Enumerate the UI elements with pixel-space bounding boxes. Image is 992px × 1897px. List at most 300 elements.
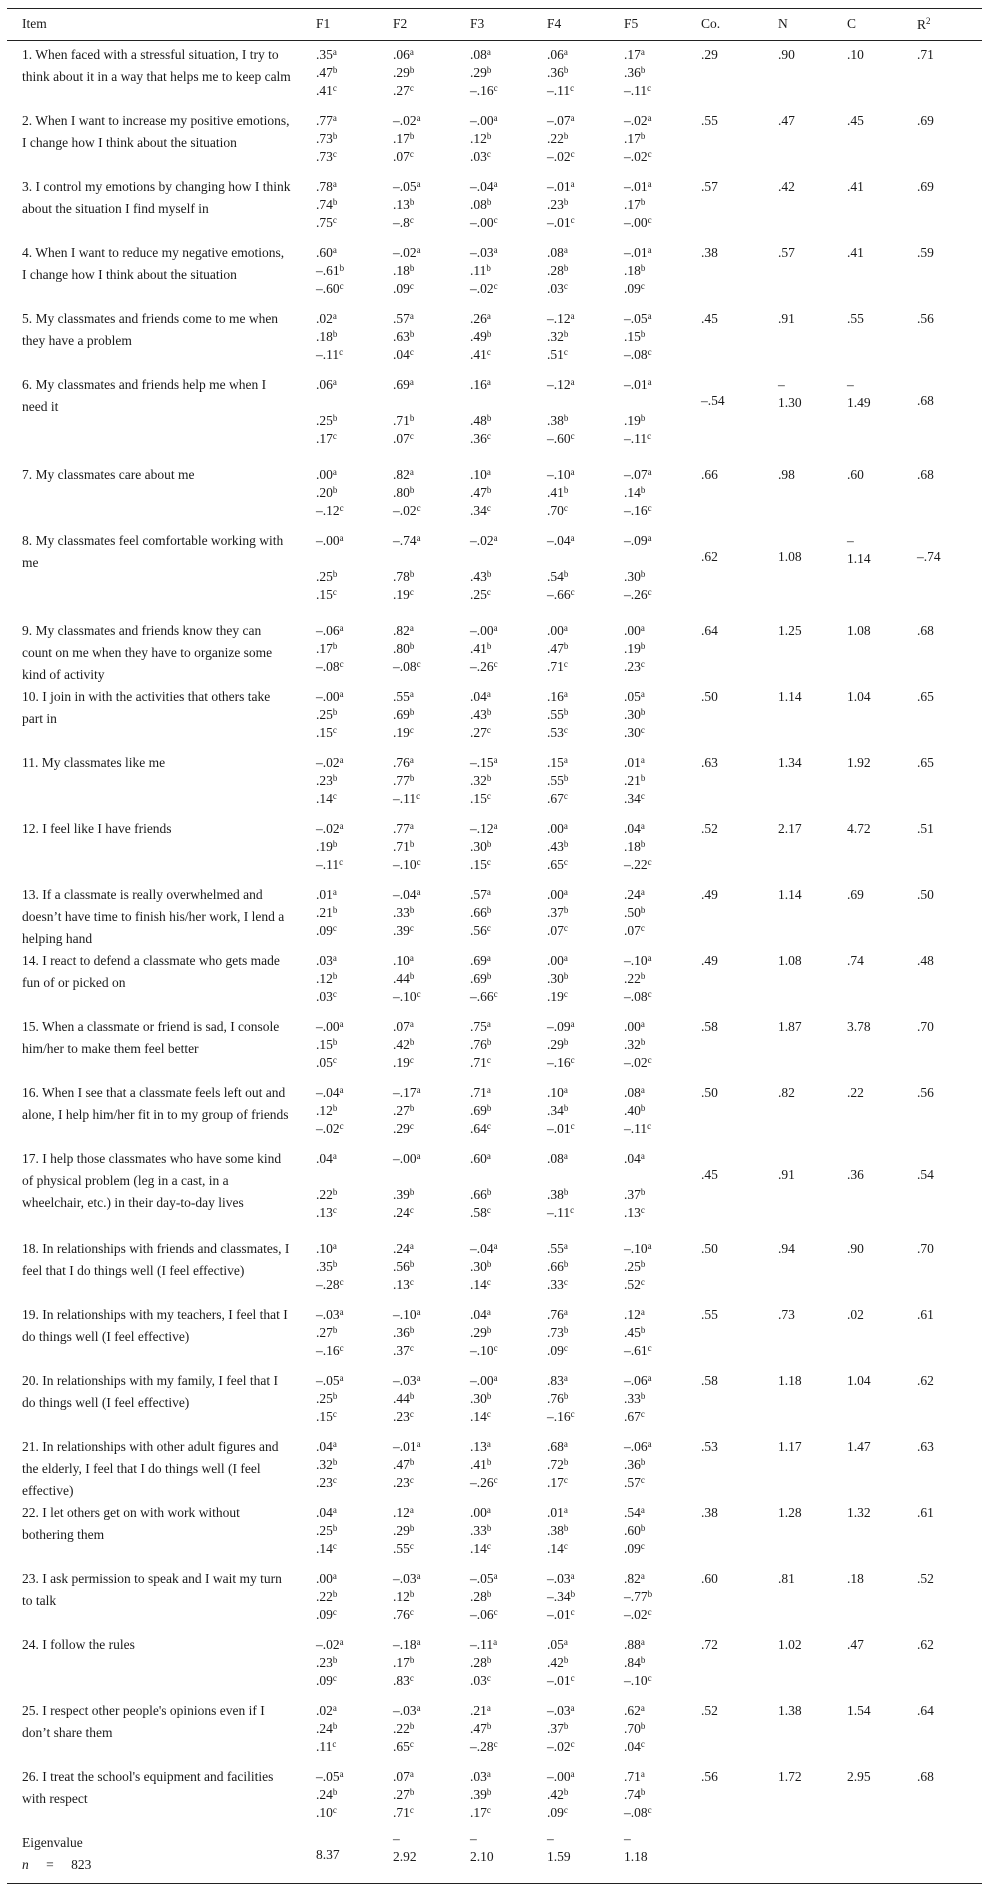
loading-value: –.00	[393, 1151, 417, 1166]
loading-value: .25	[316, 1523, 333, 1538]
loading-f5-a	[624, 1084, 645, 1102]
loading-superscript: b	[640, 1523, 646, 1533]
loading-superscript: a	[493, 623, 498, 633]
loading-value: .22	[316, 1187, 333, 1202]
loading-superscript: a	[416, 1085, 421, 1095]
c-stat-value: .90	[847, 1241, 864, 1256]
loading-value: .47	[316, 65, 333, 80]
loading-value: .57	[470, 887, 487, 902]
loading-value: –.02	[624, 149, 648, 164]
loading-value: –.28	[470, 1739, 494, 1754]
loading-superscript: c	[416, 503, 421, 513]
eigenvalue-number: 1.59	[547, 1849, 571, 1865]
loading-value: .36	[470, 431, 487, 446]
loading-value: .54	[547, 569, 564, 584]
loading-value: .15	[316, 1037, 333, 1052]
c-stat-value: .69	[847, 887, 864, 902]
loading-superscript: b	[563, 1325, 569, 1335]
loading-value: .17	[316, 431, 333, 446]
loading-f3-a	[470, 1702, 491, 1720]
loading-value: –.10	[393, 989, 417, 1004]
loading-value: .27	[393, 1787, 410, 1802]
loading-superscript: b	[332, 197, 338, 207]
loading-superscript: a	[570, 377, 575, 387]
c-stat-value: .41	[847, 245, 864, 260]
loading-f5-b	[624, 328, 645, 346]
r-squared-value: .48	[917, 953, 934, 968]
loading-value: .43	[547, 839, 564, 854]
loading-f5-b	[624, 1654, 645, 1672]
n-stat-value: .81	[778, 1571, 795, 1586]
loading-superscript: b	[486, 413, 492, 423]
loading-value: .19	[547, 989, 564, 1004]
loading-superscript: c	[570, 83, 575, 93]
loading-value: .12	[393, 1505, 410, 1520]
loading-f5-b	[624, 568, 645, 586]
loading-f3-b	[470, 706, 491, 724]
loading-superscript: a	[339, 1373, 344, 1383]
loading-value: .03	[316, 953, 333, 968]
loading-f1-b	[316, 1654, 337, 1672]
loading-superscript: b	[332, 131, 338, 141]
loading-superscript: b	[409, 263, 415, 273]
loading-superscript: c	[416, 659, 421, 669]
loading-f5-b	[624, 1186, 645, 1204]
loading-f3-a	[470, 1636, 497, 1654]
loading-value: .04	[316, 1505, 333, 1520]
loading-value: .43	[470, 569, 487, 584]
loading-value: .00	[470, 1505, 487, 1520]
loading-superscript: a	[409, 1241, 414, 1251]
loading-superscript: b	[486, 1523, 492, 1533]
loading-value: –.01	[624, 245, 648, 260]
loading-value: .22	[624, 971, 641, 986]
loading-superscript: c	[486, 923, 491, 933]
loading-f3-b	[470, 1036, 491, 1054]
loading-f2-a	[393, 1306, 421, 1324]
loading-superscript: c	[640, 1277, 645, 1287]
loading-value: .74	[624, 1787, 641, 1802]
loading-value: –.02	[316, 755, 340, 770]
loading-value: .05	[547, 1637, 564, 1652]
loading-superscript: a	[339, 623, 344, 633]
loading-value: .77	[393, 773, 410, 788]
loading-value: –.04	[547, 533, 571, 548]
loading-superscript: a	[493, 1241, 498, 1251]
loading-value: –.09	[547, 1019, 571, 1034]
loading-value: .16	[547, 689, 564, 704]
loading-value: –.05	[393, 179, 417, 194]
communality-value: .49	[701, 953, 718, 968]
loading-f5-b	[624, 838, 645, 856]
loading-superscript: a	[640, 1769, 645, 1779]
item-text: 21. In relationships with other adult figures and the elderly, I feel that I do things well (I feel effective)	[22, 1439, 279, 1498]
table-row	[0, 374, 992, 464]
loading-superscript: c	[332, 431, 337, 441]
loading-value: .19	[393, 587, 410, 602]
loading-superscript: b	[563, 1721, 569, 1731]
loading-f1-c	[316, 82, 337, 100]
loading-f2-b	[393, 328, 414, 346]
r-squared-value: –.74	[917, 549, 941, 564]
loading-value: –.60	[316, 281, 340, 296]
loading-value: .21	[624, 773, 641, 788]
r-squared-value: .56	[917, 1085, 934, 1100]
loading-value: –.10	[624, 1673, 648, 1688]
c-stat-value: 1.08	[847, 623, 871, 638]
loading-superscript: a	[339, 1019, 344, 1029]
communality-value: .57	[701, 179, 718, 194]
header-label: F4	[547, 16, 562, 31]
loading-f1-a	[316, 1438, 337, 1456]
loading-f5-b	[624, 970, 645, 988]
loading-superscript: a	[486, 47, 491, 57]
loading-f3-b	[470, 970, 491, 988]
loading-f3-b	[470, 328, 491, 346]
loading-f4-c	[547, 1120, 575, 1138]
loading-f2-b	[393, 196, 414, 214]
loading-value: –.03	[547, 1571, 571, 1586]
loading-value: .55	[393, 689, 410, 704]
loading-value: .16	[470, 377, 487, 392]
loading-superscript: b	[563, 971, 569, 981]
loading-f4-b	[547, 196, 568, 214]
loading-value: –.08	[624, 989, 648, 1004]
loading-value: .07	[393, 1769, 410, 1784]
n-stat-value: .94	[778, 1241, 795, 1256]
communality-value: .64	[701, 623, 718, 638]
loading-value: –.01	[624, 377, 648, 392]
loading-f1-b	[316, 1324, 337, 1342]
c-stat-value: 4.72	[847, 821, 871, 836]
loading-value: –.07	[624, 467, 648, 482]
communality-value: .66	[701, 467, 718, 482]
loading-value: –.11	[470, 1637, 494, 1652]
header-r-superscript: 2	[926, 16, 931, 26]
loading-superscript: c	[486, 587, 491, 597]
loading-f5-a	[624, 952, 652, 970]
loading-superscript: c	[493, 83, 498, 93]
loading-f3-c	[470, 280, 498, 298]
loading-superscript: a	[563, 689, 568, 699]
table-row	[0, 110, 992, 176]
loading-value: –.03	[547, 1703, 571, 1718]
header-r	[917, 16, 931, 33]
loading-value: –.11	[393, 791, 417, 806]
loading-f1-b	[316, 130, 337, 148]
loading-value: .03	[470, 149, 487, 164]
loading-f4-c	[547, 502, 568, 520]
loading-value: .55	[547, 1241, 564, 1256]
loading-f1-a	[316, 622, 344, 640]
loading-value: .47	[470, 1721, 487, 1736]
r-squared-value: .52	[917, 1571, 934, 1586]
loading-superscript: b	[486, 1391, 492, 1401]
loading-superscript: b	[640, 65, 646, 75]
loading-value: –.02	[470, 533, 494, 548]
loading-f1-c	[316, 856, 343, 874]
loading-f5-c	[624, 1120, 651, 1138]
communality-value: .50	[701, 1085, 718, 1100]
n-symbol: n	[22, 1857, 29, 1872]
loading-value: .83	[393, 1673, 410, 1688]
loading-superscript: a	[570, 311, 575, 321]
loading-value: .09	[316, 923, 333, 938]
loading-f4-a	[547, 376, 575, 394]
loading-value: .14	[316, 791, 333, 806]
loading-value: .47	[393, 1457, 410, 1472]
loading-f5-b	[624, 1390, 645, 1408]
loading-superscript: a	[409, 689, 414, 699]
loading-f3-b	[470, 838, 491, 856]
c-stat-value: .74	[847, 953, 864, 968]
r-squared-value: .61	[917, 1307, 934, 1322]
loading-value: .25	[316, 1391, 333, 1406]
loading-f5-c	[624, 1738, 645, 1756]
loading-value: .03	[547, 281, 564, 296]
loading-f3-c	[470, 148, 491, 166]
loading-value: .38	[547, 1523, 564, 1538]
loading-superscript: c	[332, 1673, 337, 1683]
table-row	[0, 818, 992, 884]
loading-f1-a	[316, 178, 337, 196]
loading-f3-c	[470, 214, 498, 232]
loading-f5-b	[624, 64, 645, 82]
loading-f4-a	[547, 1150, 568, 1168]
c-stat-dash: –	[847, 533, 854, 548]
loading-f2-b	[393, 1390, 414, 1408]
loading-superscript: b	[332, 1259, 338, 1269]
c-stat-value: 3.78	[847, 1019, 871, 1034]
loading-value: .29	[470, 65, 487, 80]
loading-value: .32	[316, 1457, 333, 1472]
loading-superscript: b	[409, 329, 415, 339]
loading-f2-c	[393, 1738, 414, 1756]
loading-value: .09	[316, 1607, 333, 1622]
loading-f1-a	[316, 1570, 337, 1588]
loading-f4-a	[547, 1438, 568, 1456]
loading-superscript: c	[563, 923, 568, 933]
loading-superscript: a	[570, 533, 575, 543]
loading-f1-b	[316, 1258, 337, 1276]
loading-f3-b	[470, 64, 491, 82]
item-text: 11. My classmates like me	[22, 755, 166, 770]
loading-f2-a	[393, 754, 414, 772]
loading-f2-c	[393, 1204, 414, 1222]
loading-value: .36	[624, 1457, 641, 1472]
loading-f2-b	[393, 1588, 414, 1606]
loading-superscript: b	[409, 1787, 415, 1797]
loading-value: .33	[470, 1523, 487, 1538]
loading-superscript: c	[640, 659, 645, 669]
loading-superscript: c	[647, 857, 652, 867]
loading-superscript: a	[647, 1439, 652, 1449]
loading-superscript: b	[563, 1523, 569, 1533]
loading-superscript: a	[409, 755, 414, 765]
loading-superscript: b	[563, 905, 569, 915]
loading-superscript: b	[563, 1457, 569, 1467]
n-stat-number: 1.30	[778, 395, 802, 411]
loading-superscript: c	[409, 431, 414, 441]
loading-f5-a	[624, 1570, 645, 1588]
loading-value: .03	[470, 1769, 487, 1784]
loading-superscript: a	[332, 47, 337, 57]
header-n	[778, 16, 788, 32]
loading-f4-b	[547, 1588, 575, 1606]
loading-value: .84	[624, 1655, 641, 1670]
loading-f5-c	[624, 148, 652, 166]
loading-superscript: b	[486, 131, 492, 141]
loading-f3-b	[470, 1786, 491, 1804]
n-stat-value: 1.02	[778, 1637, 802, 1652]
loading-value: .38	[547, 413, 564, 428]
loading-superscript: c	[647, 149, 652, 159]
loading-f4-a	[547, 178, 575, 196]
loading-superscript: b	[332, 1037, 338, 1047]
loading-superscript: b	[640, 263, 646, 273]
loading-superscript: c	[563, 791, 568, 801]
loading-value: .52	[624, 1277, 641, 1292]
loading-value: .69	[393, 707, 410, 722]
loading-superscript: b	[332, 773, 338, 783]
loading-value: .07	[393, 149, 410, 164]
loading-f3-a	[470, 532, 498, 550]
communality-value: .49	[701, 887, 718, 902]
loading-f2-b	[393, 1522, 414, 1540]
loading-value: –.06	[624, 1439, 648, 1454]
loading-value: .41	[470, 347, 487, 362]
loading-value: –.26	[624, 587, 648, 602]
loading-superscript: c	[640, 923, 645, 933]
loading-value: .08	[547, 245, 564, 260]
loading-superscript: a	[570, 1703, 575, 1713]
loading-value: .17	[393, 131, 410, 146]
loading-superscript: a	[647, 1373, 652, 1383]
loading-superscript: c	[563, 989, 568, 999]
loading-value: .78	[393, 569, 410, 584]
table-bottom-rule	[7, 1883, 982, 1884]
header-label: C	[847, 16, 857, 31]
loading-f5-c	[624, 214, 652, 232]
loading-superscript: b	[409, 485, 415, 495]
loading-value: .23	[316, 1475, 333, 1490]
loading-superscript: c	[486, 1805, 491, 1815]
loading-superscript: a	[647, 533, 652, 543]
loading-superscript: a	[339, 689, 344, 699]
loading-value: .42	[393, 1037, 410, 1052]
loading-superscript: c	[640, 725, 645, 735]
loading-f4-b	[547, 1522, 568, 1540]
loading-superscript: c	[493, 281, 498, 291]
loading-value: .56	[393, 1259, 410, 1274]
loading-superscript: b	[409, 971, 415, 981]
loading-superscript: a	[486, 1151, 491, 1161]
loading-superscript: b	[332, 1103, 338, 1113]
c-stat-value: 1.47	[847, 1439, 871, 1454]
loading-value: .09	[393, 281, 410, 296]
loading-superscript: b	[409, 1391, 415, 1401]
loading-value: .76	[393, 755, 410, 770]
r-squared-value: .68	[917, 623, 934, 638]
loading-f5-c	[624, 1408, 645, 1426]
loading-value: .30	[547, 971, 564, 986]
loading-value: .75	[470, 1019, 487, 1034]
loading-value: .71	[393, 413, 410, 428]
loading-f3-a	[470, 46, 491, 64]
loading-superscript: a	[563, 1241, 568, 1251]
loading-f1-c	[316, 346, 343, 364]
loading-value: –.04	[470, 179, 494, 194]
loading-superscript: c	[409, 281, 414, 291]
loading-value: .08	[547, 1151, 564, 1166]
loading-value: .13	[393, 197, 410, 212]
loading-value: –.11	[316, 857, 340, 872]
loading-superscript: a	[563, 1373, 568, 1383]
loading-superscript: b	[563, 65, 569, 75]
c-stat-number: 1.14	[847, 551, 871, 567]
loading-value: .19	[624, 413, 641, 428]
r-squared-value: .69	[917, 179, 934, 194]
loading-f5-a	[624, 178, 652, 196]
loading-superscript: c	[332, 1205, 337, 1215]
loading-f2-a	[393, 244, 421, 262]
loading-superscript: c	[647, 215, 652, 225]
loading-f4-a	[547, 820, 568, 838]
loading-superscript: a	[570, 1571, 575, 1581]
loading-superscript: c	[640, 791, 645, 801]
c-stat-value: 1.04	[847, 689, 871, 704]
loading-superscript: c	[563, 503, 568, 513]
communality-value: .55	[701, 113, 718, 128]
loading-f1-a	[316, 376, 337, 394]
loading-superscript: b	[486, 1589, 492, 1599]
loading-superscript: b	[409, 1259, 415, 1269]
loading-value: –.02	[316, 821, 340, 836]
eigenvalue-number: 1.18	[624, 1849, 648, 1865]
loading-superscript: c	[486, 503, 491, 513]
loading-f3-a	[470, 820, 498, 838]
loading-f1-a	[316, 688, 344, 706]
loading-superscript: c	[409, 83, 414, 93]
loading-f4-a	[547, 244, 568, 262]
loading-value: .75	[316, 215, 333, 230]
loading-value: .01	[547, 1505, 564, 1520]
loading-f5-a	[624, 1372, 652, 1390]
loading-value: .00	[624, 623, 641, 638]
loading-value: .10	[393, 953, 410, 968]
loading-f2-c	[393, 1120, 414, 1138]
loading-superscript: b	[640, 1721, 646, 1731]
loading-f2-c	[393, 1606, 414, 1624]
loading-f2-b	[393, 1324, 414, 1342]
loading-value: .45	[624, 1325, 641, 1340]
loading-value: .62	[624, 1703, 641, 1718]
loading-value: .66	[470, 905, 487, 920]
loading-f1-a	[316, 1306, 344, 1324]
loading-superscript: a	[640, 1307, 645, 1317]
loading-f1-c	[316, 790, 337, 808]
loading-f1-a	[316, 46, 337, 64]
loading-f2-a	[393, 466, 414, 484]
loading-f2-c	[393, 82, 414, 100]
loading-superscript: c	[332, 587, 337, 597]
c-stat-value: .02	[847, 1307, 864, 1322]
loading-superscript: b	[486, 773, 492, 783]
loading-f1-c	[316, 214, 337, 232]
loading-value: .25	[316, 707, 333, 722]
loading-superscript: a	[332, 113, 337, 123]
loading-superscript: b	[640, 1325, 646, 1335]
